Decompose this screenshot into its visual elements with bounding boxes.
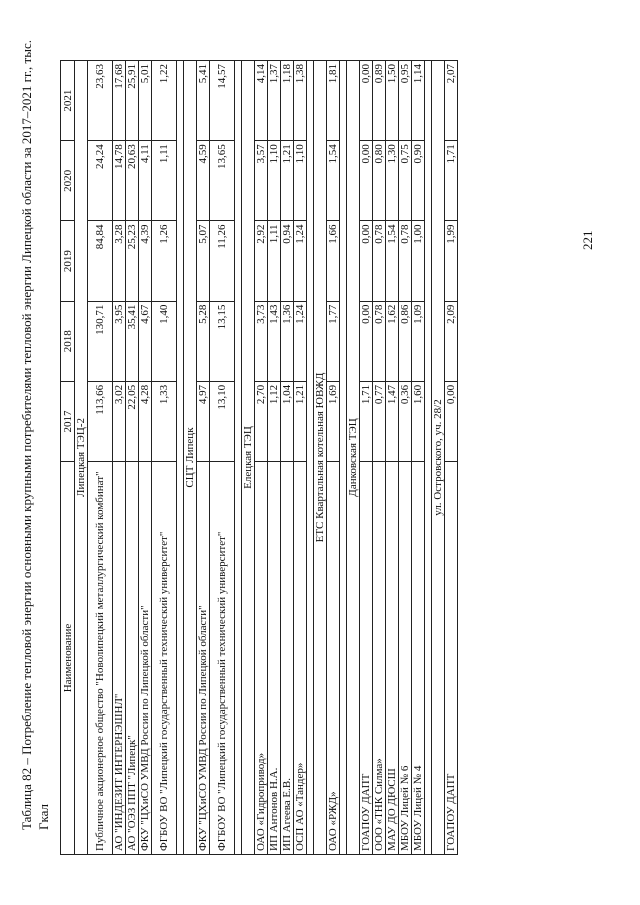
consumer-name: ГОАПОУ ДАПТ <box>445 462 458 855</box>
consumption-value: 0,00 <box>360 221 373 301</box>
consumer-name: ФГБОУ ВО "Липецкий государственный технический университет" <box>152 462 177 855</box>
consumption-value: 1,10 <box>294 141 307 221</box>
consumption-value: 1,37 <box>268 61 281 141</box>
group-header-row <box>184 61 197 855</box>
table-row <box>88 61 113 855</box>
consumer-name: ООО «ТНК Силма» <box>373 462 386 855</box>
consumption-value: 1,33 <box>152 381 177 461</box>
group-spacer <box>235 61 242 855</box>
consumption-value: 1,30 <box>386 141 399 221</box>
consumption-value: 1,38 <box>294 61 307 141</box>
consumption-value: 0,94 <box>281 221 294 301</box>
consumption-value: 1,00 <box>412 221 425 301</box>
header-year: 2017 <box>61 381 75 461</box>
consumption-value: 13,15 <box>210 301 235 381</box>
consumption-value: 1,69 <box>327 381 340 461</box>
consumption-value: 3,95 <box>113 301 126 381</box>
consumption-value: 4,14 <box>255 61 268 141</box>
table-row <box>210 61 235 855</box>
group-title: Липецкая ТЭЦ-2 <box>75 61 88 855</box>
consumption-value: 0,75 <box>399 141 412 221</box>
consumption-value: 25,91 <box>126 61 139 141</box>
consumption-value: 0,86 <box>399 301 412 381</box>
consumer-name: АО "ОЭЗ ППТ "Липецк" <box>126 462 139 855</box>
consumption-value: 1,18 <box>281 61 294 141</box>
consumption-value: 0,77 <box>373 381 386 461</box>
consumption-value: 0,90 <box>412 141 425 221</box>
header-year: 2021 <box>61 61 75 141</box>
consumption-value: 1,26 <box>152 221 177 301</box>
consumer-name: ОАО «Гидропривод» <box>255 462 268 855</box>
consumption-value: 2,70 <box>255 381 268 461</box>
group-header-row <box>75 61 88 855</box>
table-row <box>113 61 126 855</box>
consumption-value: 1,36 <box>281 301 294 381</box>
consumption-value: 35,41 <box>126 301 139 381</box>
consumption-value: 0,00 <box>360 141 373 221</box>
page-number: 221 <box>580 230 595 250</box>
consumer-name: ИП Антонов Н.А. <box>268 462 281 855</box>
consumption-value: 1,50 <box>386 61 399 141</box>
consumption-value: 14,78 <box>113 141 126 221</box>
consumer-name: АО "ИНДЕЗИТ ИНТЕРНЭШНЛ" <box>113 462 126 855</box>
consumption-value: 130,71 <box>88 301 113 381</box>
consumer-name: ФГБОУ ВО "Липецкий государственный технический университет" <box>210 462 235 855</box>
spacer-cell <box>235 61 242 855</box>
header-name: Наименование <box>61 462 75 855</box>
consumption-value: 3,02 <box>113 381 126 461</box>
consumption-value: 5,01 <box>139 61 152 141</box>
consumption-value: 4,97 <box>197 381 210 461</box>
consumption-value: 0,80 <box>373 141 386 221</box>
table-row <box>386 61 399 855</box>
consumption-value: 0,78 <box>399 221 412 301</box>
consumption-value: 113,66 <box>88 381 113 461</box>
table-row <box>399 61 412 855</box>
header-year: 2018 <box>61 301 75 381</box>
consumption-value: 23,63 <box>88 61 113 141</box>
consumption-value: 1,43 <box>268 301 281 381</box>
consumption-value: 4,67 <box>139 301 152 381</box>
consumption-value: 3,57 <box>255 141 268 221</box>
consumption-value: 0,78 <box>373 221 386 301</box>
consumption-value: 4,28 <box>139 381 152 461</box>
consumption-value: 4,11 <box>139 141 152 221</box>
consumption-value: 1,71 <box>360 381 373 461</box>
header-year: 2020 <box>61 141 75 221</box>
table-caption: Таблица 82 – Потребление тепловой энергии основными крупными потребителями тепловой энергии Липецкой области за 2017–2021 гг., тыс. Гкал <box>19 40 51 830</box>
table-row <box>360 61 373 855</box>
table-row <box>281 61 294 855</box>
consumer-name: ИП Агеева Е.В. <box>281 462 294 855</box>
table-row <box>412 61 425 855</box>
group-header-row <box>347 61 360 855</box>
consumption-value: 1,04 <box>281 381 294 461</box>
consumption-value: 17,68 <box>113 61 126 141</box>
consumption-value: 22,05 <box>126 381 139 461</box>
table-row <box>294 61 307 855</box>
group-header-row <box>314 61 327 855</box>
table-row <box>152 61 177 855</box>
consumption-table <box>60 60 458 855</box>
consumption-value: 1,21 <box>294 381 307 461</box>
consumer-name: ГОАПОУ ДАПТ <box>360 462 373 855</box>
consumption-value: 13,65 <box>210 141 235 221</box>
consumption-value: 1,21 <box>281 141 294 221</box>
table-row <box>373 61 386 855</box>
consumer-name: МАУ ДО ДЮСШ <box>386 462 399 855</box>
consumption-value: 1,22 <box>152 61 177 141</box>
consumption-value: 1,11 <box>152 141 177 221</box>
consumption-value: 2,09 <box>445 301 458 381</box>
consumer-name: Публичное акционерное общество "Новолипецкий металлургический комбинат" <box>88 462 113 855</box>
table-row <box>268 61 281 855</box>
consumption-value: 1,24 <box>294 221 307 301</box>
consumer-name: МБОУ Лицей № 4 <box>412 462 425 855</box>
consumption-value: 1,71 <box>445 141 458 221</box>
consumption-value: 0,00 <box>360 301 373 381</box>
consumption-value: 1,47 <box>386 381 399 461</box>
spacer-cell <box>425 61 432 855</box>
consumption-value: 4,59 <box>197 141 210 221</box>
consumption-value: 5,41 <box>197 61 210 141</box>
consumption-value: 1,10 <box>268 141 281 221</box>
consumption-value: 1,54 <box>386 221 399 301</box>
consumption-value: 3,73 <box>255 301 268 381</box>
consumption-value: 1,11 <box>268 221 281 301</box>
group-title: ул. Островского, уч. 28/2 <box>432 61 445 855</box>
consumption-value: 14,57 <box>210 61 235 141</box>
consumption-value: 0,78 <box>373 301 386 381</box>
consumption-value: 0,36 <box>399 381 412 461</box>
group-spacer <box>177 61 184 855</box>
table-row <box>126 61 139 855</box>
consumption-value: 1,40 <box>152 301 177 381</box>
consumer-name: ФКУ "ЦХиСО УМВД России по Липецкой области" <box>197 462 210 855</box>
table-row <box>445 61 458 855</box>
consumption-value: 1,77 <box>327 301 340 381</box>
consumption-value: 0,00 <box>445 381 458 461</box>
consumption-value: 1,62 <box>386 301 399 381</box>
consumption-value: 1,54 <box>327 141 340 221</box>
consumption-value: 1,09 <box>412 301 425 381</box>
consumption-value: 1,99 <box>445 221 458 301</box>
consumption-value: 5,07 <box>197 221 210 301</box>
consumption-value: 11,26 <box>210 221 235 301</box>
group-title: СЦТ Липецк <box>184 61 197 855</box>
table-row <box>197 61 210 855</box>
consumption-value: 84,84 <box>88 221 113 301</box>
group-spacer <box>307 61 314 855</box>
group-title: Елецкая ТЭЦ <box>242 61 255 855</box>
table-row <box>255 61 268 855</box>
consumption-value: 1,60 <box>412 381 425 461</box>
table-row <box>139 61 152 855</box>
consumer-name: ОСП АО «Тандер» <box>294 462 307 855</box>
table-row <box>327 61 340 855</box>
spacer-cell <box>340 61 347 855</box>
consumption-value: 1,24 <box>294 301 307 381</box>
consumer-name: МБОУ Лицей № 6 <box>399 462 412 855</box>
group-header-row <box>242 61 255 855</box>
consumption-value: 0,00 <box>360 61 373 141</box>
group-title: ЕТС Квартальная котельная ЮВЖД <box>314 61 327 855</box>
consumption-value: 0,95 <box>399 61 412 141</box>
group-title: Данковская ТЭЦ <box>347 61 360 855</box>
consumption-value: 2,92 <box>255 221 268 301</box>
consumption-value: 13,10 <box>210 381 235 461</box>
consumption-value: 2,07 <box>445 61 458 141</box>
consumption-value: 24,24 <box>88 141 113 221</box>
consumption-value: 1,14 <box>412 61 425 141</box>
group-spacer <box>340 61 347 855</box>
consumer-name: ФКУ "ЦХиСО УМВД России по Липецкой области" <box>139 462 152 855</box>
consumption-value: 3,28 <box>113 221 126 301</box>
consumer-name: ОАО «РЖД» <box>327 462 340 855</box>
consumption-value: 1,66 <box>327 221 340 301</box>
consumption-value: 20,63 <box>126 141 139 221</box>
consumption-value: 0,89 <box>373 61 386 141</box>
group-spacer <box>425 61 432 855</box>
consumption-value: 25,23 <box>126 221 139 301</box>
consumption-value: 5,28 <box>197 301 210 381</box>
consumption-value: 1,12 <box>268 381 281 461</box>
spacer-cell <box>177 61 184 855</box>
table-header-row <box>61 61 75 855</box>
consumption-value: 1,81 <box>327 61 340 141</box>
spacer-cell <box>307 61 314 855</box>
header-year: 2019 <box>61 221 75 301</box>
group-header-row <box>432 61 445 855</box>
consumption-value: 4,39 <box>139 221 152 301</box>
